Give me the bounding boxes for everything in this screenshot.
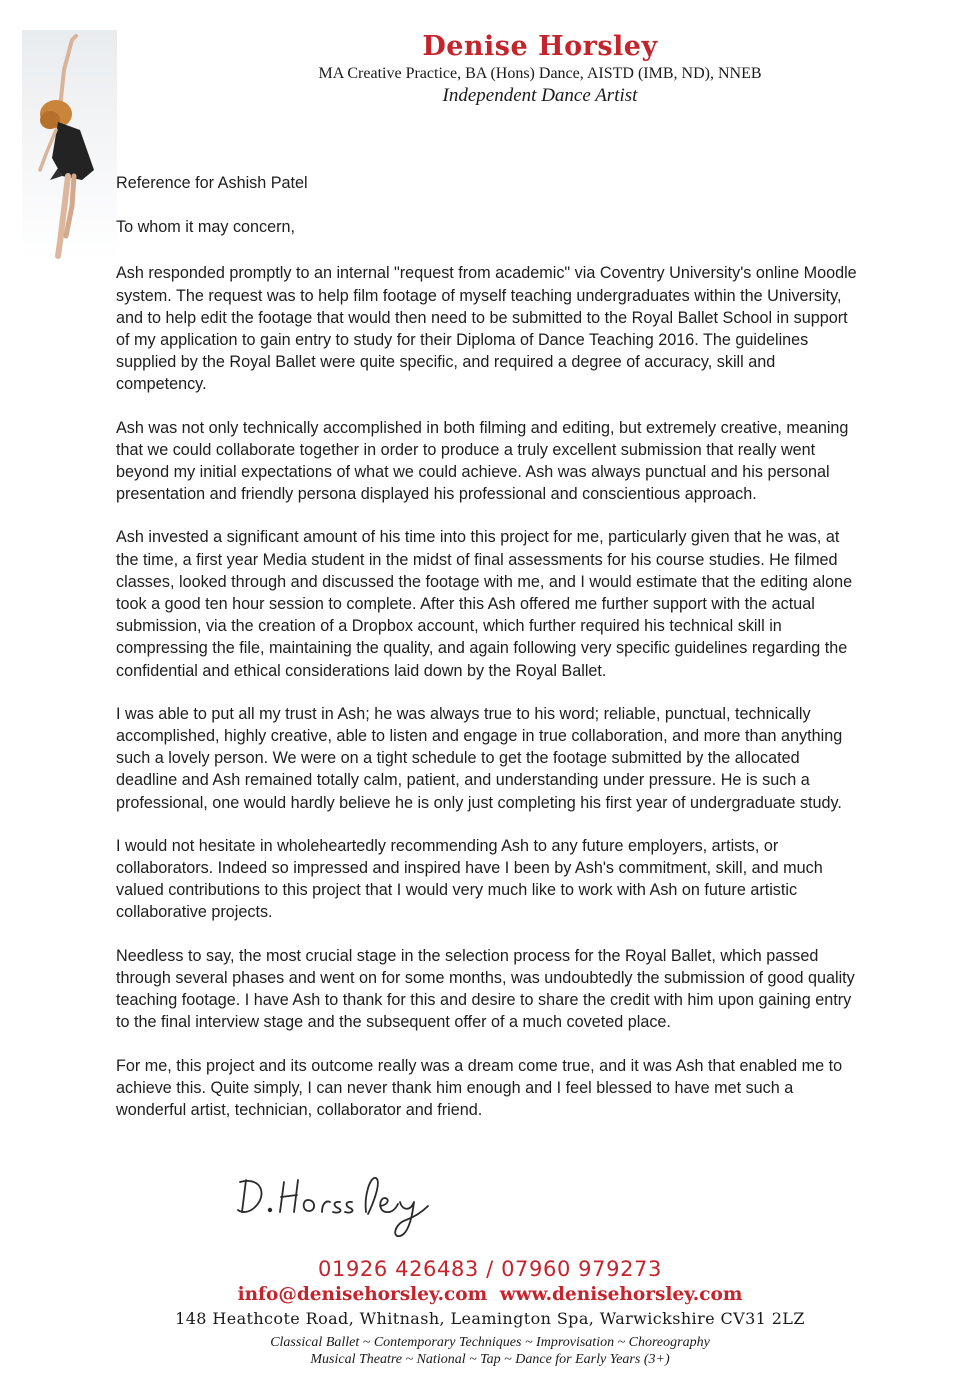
handwritten-signature-icon: [232, 1160, 452, 1242]
letter-body: [116, 172, 858, 1142]
phone-numbers: 01926 426483 / 07960 979273: [318, 1257, 662, 1281]
letterhead: [200, 30, 880, 108]
letterhead-footer: [130, 1256, 850, 1368]
letter-paragraph: I would not hesitate in wholeheartedly recommending Ash to any future employers, artists, or collaborators. Indeed so impressed and inspired have I been by Ash's commitment, skill, and much valued contributions to this project that I would very much like to work with Ash on future artistic collaborative projects.: [116, 836, 823, 922]
letter-paragraph: Ash responded promptly to an internal "request from academic" via Coventry University's online Moodle system. The request was to help film footage of myself teaching undergraduates within the University, and to help edit the footage that would then need to be submitted to the Royal Ballet School in support of my application to gain entry to study for their Diploma of Dance Teaching 2016. The guidelines supplied by the Royal Ballet were quite specific, and required a degree of accuracy, skill and competency.: [116, 264, 857, 394]
letterhead-name: Denise Horsley: [422, 31, 658, 62]
letter-subject: Reference for Ashish Patel: [116, 174, 308, 192]
contact-links: [130, 1283, 850, 1307]
letter-paragraph: Needless to say, the most crucial stage in the selection process for the Royal Ballet, which passed through several phases and went on for some months, was undoubtedly the submission of good quality teaching footage. I have Ash to thank for this and desire to share the credit with him upon gaining entry to the final interview stage and the subsequent offer of a much coveted place.: [116, 946, 855, 1032]
letter-paragraph: I was able to put all my trust in Ash; he was always true to his word; reliable, punctual, technically accomplished, highly creative, able to listen and engage in true collaboration, and more than anything such a lovely person. We were on a tight schedule to get the footage submitted by the allocated deadline and Ash remained totally calm, patient, and understanding under pressure. He is such a professional, one would hardly believe he is only just completing his first year of undergraduate study.: [116, 704, 843, 812]
email-link[interactable]: info@denisehorsley.com: [237, 1284, 488, 1305]
letterhead-role: Independent Dance Artist: [442, 85, 638, 106]
services-line-2: Musical Theatre ~ National ~ Tap ~ Dance for Early Years (3+): [310, 1352, 670, 1367]
postal-address: 148 Heathcote Road, Whitnash, Leamington Spa, Warwickshire CV31 2LZ: [175, 1309, 805, 1328]
letter-paragraph: Ash was not only technically accomplished in both filming and editing, but extremely creative, meaning that we could collaborate together in order to produce a truly excellent submission that really went beyond my initial expectations of what we could achieve. Ash was always punctual and his personal presentation and friendly persona displayed his professional and conscientious approach.: [116, 418, 849, 504]
letter-paragraph: Ash invested a significant amount of his time into this project for me, particularly given that he was, at the time, a first year Media student in the midst of final assessments for his course studies. He filmed classes, looked through and discussed the footage with me, and I would estimate that the editing alone took a good ten hour session to complete. After this Ash offered me further support with the actual submission, via the creation of a Dropbox account, which further required his technical skill in compressing the file, maintaining the quality, and again following very specific guidelines regarding the confidential and ethical considerations laid down by the Royal Ballet.: [116, 528, 853, 680]
letter-paragraph: For me, this project and its outcome really was a dream come true, and it was Ash that enabled me to achieve this. Quite simply, I can never thank him enough and I feel blessed to have met such a wonderful artist, technician, collaborator and friend.: [116, 1056, 843, 1119]
website-link[interactable]: www.denisehorsley.com: [499, 1284, 743, 1305]
letter-salutation: To whom it may concern,: [116, 218, 296, 237]
letterhead-qualifications: MA Creative Practice, BA (Hons) Dance, AISTD (IMB, ND), NNEB: [318, 65, 762, 82]
dancer-figure-icon: [22, 30, 117, 262]
services-line-1: Classical Ballet ~ Contemporary Techniques ~ Improvisation ~ Choreography: [270, 1335, 710, 1350]
